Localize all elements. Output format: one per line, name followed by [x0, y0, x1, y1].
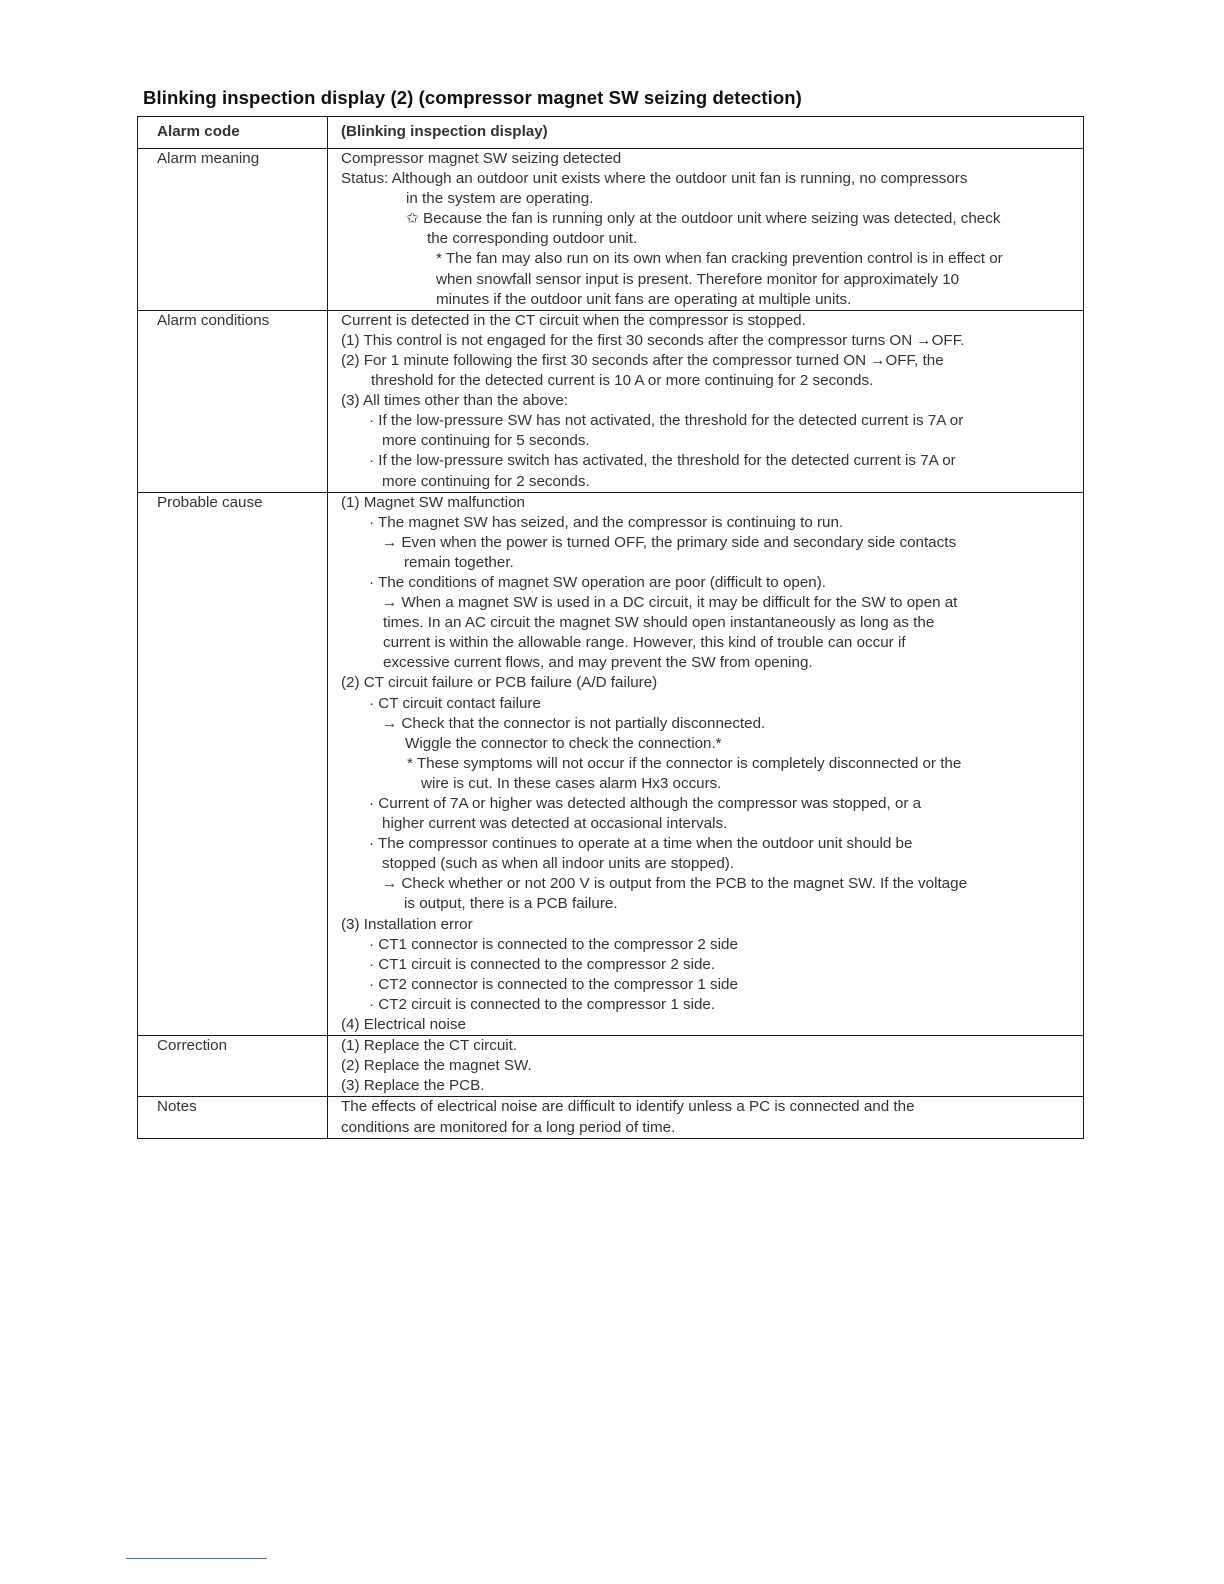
text-line: · CT2 circuit is connected to the compressor 1 side. [369, 995, 716, 1013]
table-row-alarm-meaning [138, 149, 1084, 311]
row-body-correction [328, 1036, 1084, 1097]
text-line: (3) Replace the PCB. [341, 1077, 485, 1095]
text-line: threshold for the detected current is 10 A or more continuing for 2 seconds. [371, 372, 874, 390]
text-line: · If the low-pressure SW has not activated, the threshold for the detected current is 7A or [369, 412, 964, 430]
footer-rule [126, 1558, 267, 1559]
table-row-notes [138, 1097, 1084, 1138]
text-line: (2) For 1 minute following the first 30 seconds after the compressor turned ON →OFF, the [341, 351, 944, 369]
text-line: * The fan may also run on its own when fan cracking prevention control is in effect or [436, 250, 1003, 268]
text-line: remain together. [404, 553, 514, 571]
row-label-alarm-conditions: Alarm conditions [138, 310, 328, 492]
header-value: (Blinking inspection display) [328, 117, 1084, 149]
text-line: Wiggle the connector to check the connection.* [405, 734, 722, 752]
text-line: → Check whether or not 200 V is output from the PCB to the magnet SW. If the voltage [382, 875, 968, 893]
text-line: current is within the allowable range. However, this kind of trouble can occur if [383, 634, 906, 652]
text-line: · The magnet SW has seized, and the compressor is continuing to run. [369, 513, 844, 531]
alarm-spec-table [137, 116, 1084, 1139]
text-line: when snowfall sensor input is present. Therefore monitor for approximately 10 [436, 270, 960, 288]
text-line: → Even when the power is turned OFF, the primary side and secondary side contacts [382, 533, 957, 551]
text-line: (2) CT circuit failure or PCB failure (A/D failure) [341, 674, 658, 692]
row-body-notes [328, 1097, 1084, 1138]
row-label-probable-cause: Probable cause [138, 492, 328, 1036]
text-line: minutes if the outdoor unit fans are operating at multiple units. [436, 290, 852, 308]
text-line: times. In an AC circuit the magnet SW should open instantaneously as long as the [383, 614, 935, 632]
text-line: is output, there is a PCB failure. [404, 895, 618, 913]
text-line: · Current of 7A or higher was detected although the compressor was stopped, or a [369, 795, 922, 812]
text-line: Compressor magnet SW seizing detected [341, 150, 622, 167]
text-line: (2) Replace the magnet SW. [341, 1057, 532, 1075]
text-line: the corresponding outdoor unit. [427, 230, 638, 248]
row-label-notes: Notes [138, 1097, 328, 1138]
text-line: · If the low-pressure switch has activated, the threshold for the detected current is 7A or [369, 452, 956, 470]
text-line: → When a magnet SW is used in a DC circuit, it may be difficult for the SW to open at [382, 594, 958, 612]
text-line: stopped (such as when all indoor units are stopped). [382, 855, 735, 873]
row-label-correction: Correction [138, 1036, 328, 1097]
table-row-probable-cause [138, 492, 1084, 1036]
text-line: (3) All times other than the above: [341, 392, 569, 410]
text-line: (3) Installation error [341, 915, 473, 933]
text-line: → Check that the connector is not partially disconnected. [382, 714, 766, 732]
text-line: more continuing for 2 seconds. [382, 472, 590, 490]
text-line: · CT1 connector is connected to the compressor 2 side [369, 935, 738, 953]
row-body-alarm-meaning [328, 149, 1084, 311]
text-line: excessive current flows, and may prevent the SW from opening. [383, 654, 813, 672]
row-label-alarm-meaning: Alarm meaning [138, 149, 328, 311]
text-line: · The conditions of magnet SW operation are poor (difficult to open). [369, 573, 827, 591]
text-line: (1) Magnet SW malfunction [341, 493, 526, 511]
text-line: (1) This control is not engaged for the first 30 seconds after the compressor turns ON →OFF. [341, 331, 965, 349]
text-line: (4) Electrical noise [341, 1016, 466, 1034]
text-line: Status: Although an outdoor unit exists where the outdoor unit fan is running, no compressors [341, 170, 968, 188]
text-line: · CT2 connector is connected to the compressor 1 side [369, 975, 738, 993]
header-label: Alarm code [138, 117, 328, 149]
page-title: Blinking inspection display (2) (compressor magnet SW seizing detection) [143, 87, 802, 108]
text-line: · The compressor continues to operate at a time when the outdoor unit should be [369, 835, 913, 853]
row-body-alarm-conditions [328, 310, 1084, 492]
text-line: (1) Replace the CT circuit. [341, 1037, 518, 1055]
text-line: wire is cut. In these cases alarm Hx3 occurs. [421, 774, 722, 792]
table-row-correction [138, 1036, 1084, 1097]
text-line: conditions are monitored for a long period of time. [341, 1118, 676, 1136]
text-line: more continuing for 5 seconds. [382, 432, 590, 450]
table-row-alarm-conditions [138, 310, 1084, 492]
text-line: higher current was detected at occasional intervals. [382, 815, 728, 833]
row-body-probable-cause [328, 492, 1084, 1036]
text-line: * These symptoms will not occur if the connector is completely disconnected or the [407, 754, 962, 772]
table-header-row [138, 117, 1084, 149]
text-line: · CT circuit contact failure [369, 694, 541, 712]
text-line: in the system are operating. [406, 190, 594, 208]
text-line: The effects of electrical noise are difficult to identify unless a PC is connected and the [341, 1098, 915, 1116]
text-line: ✩ Because the fan is running only at the outdoor unit where seizing was detected, check [406, 210, 1001, 228]
text-line: · CT1 circuit is connected to the compressor 2 side. [369, 955, 716, 973]
text-line: Current is detected in the CT circuit when the compressor is stopped. [341, 311, 806, 329]
